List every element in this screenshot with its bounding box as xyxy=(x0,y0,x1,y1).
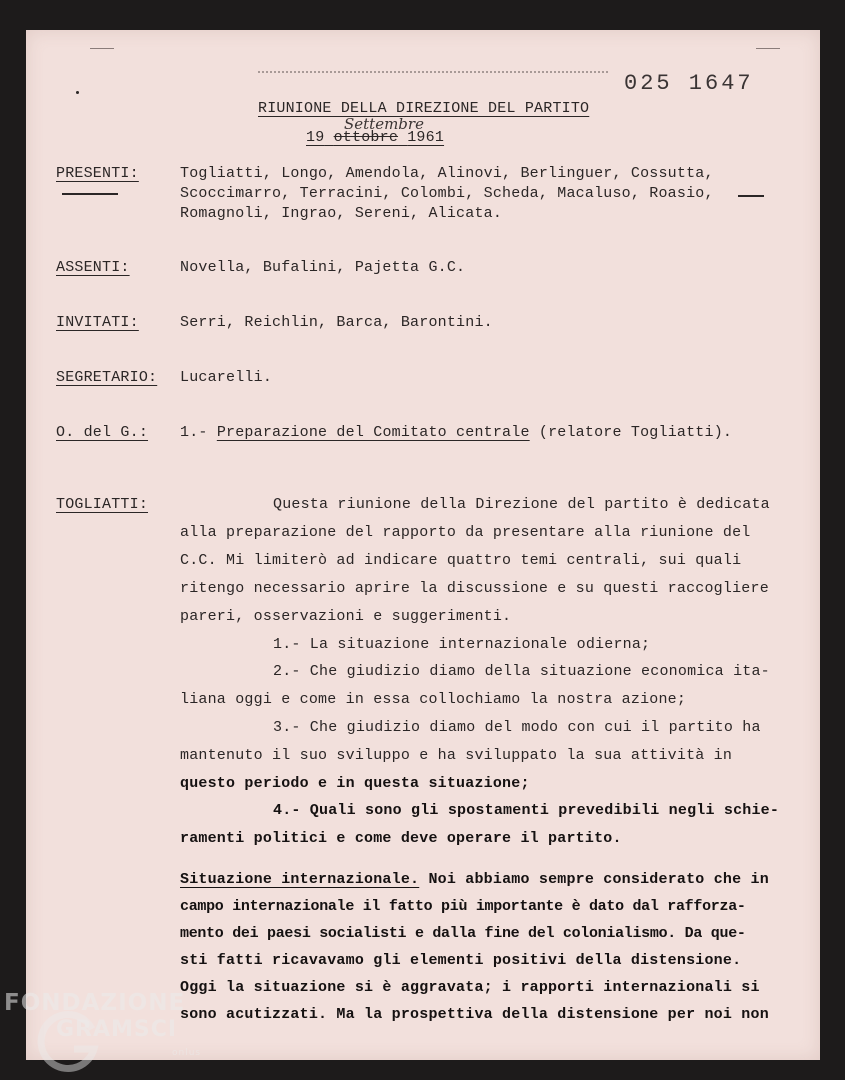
odg-label: O. del G.: xyxy=(56,424,149,441)
togliatti-line-1: Questa riunione della Direzione del partito è dedicata xyxy=(273,496,770,513)
date-day: 19 xyxy=(306,129,325,146)
watermark-line-3: onlus xyxy=(172,1048,202,1058)
internazionale-first-line-rest: Noi abbiamo sempre considerato che in xyxy=(428,871,769,888)
togliatti-line-8: liana oggi e come in essa collochiamo la nostra azione; xyxy=(180,691,687,708)
togliatti-point-2: 2.- Che giudizio diamo della situazione economica ita- xyxy=(273,663,770,680)
togliatti-line-10: mantenuto il suo sviluppo e ha sviluppato la sua attività in xyxy=(180,747,733,764)
internazionale-heading: Situazione internazionale. xyxy=(180,871,420,888)
togliatti-point-4: 4.- Quali sono gli spostamenti prevedibili negli schie- xyxy=(273,802,780,819)
archive-number: 025 1647 xyxy=(624,71,754,96)
handwritten-month: Settembre xyxy=(344,115,424,133)
bullet-dot xyxy=(76,91,79,94)
assenti-label: ASSENTI: xyxy=(56,259,130,276)
date-year: 1961 xyxy=(407,129,445,146)
odg-item xyxy=(180,423,732,443)
invitati-text: Serri, Reichlin, Barca, Barontini. xyxy=(180,314,493,331)
top-left-margin-mark xyxy=(90,48,114,49)
togliatti-label: TOGLIATTI: xyxy=(56,496,149,513)
togliatti-line-11: questo periodo e in questa situazione; xyxy=(180,775,530,792)
meeting-date xyxy=(306,128,444,148)
togliatti-line-13: ramenti politici e come deve operare il partito. xyxy=(180,830,622,847)
togliatti-point-3: 3.- Che giudizio diamo del modo con cui il partito ha xyxy=(273,719,761,736)
document-page xyxy=(26,30,820,1060)
watermark-line-2: GRAMSCI xyxy=(56,1017,178,1042)
segretario-text: Lucarelli. xyxy=(180,369,273,386)
internazionale-line-6: sono acutizzati. Ma la prospettiva della distensione per noi non xyxy=(180,1006,769,1023)
internazionale-line-3: mento dei paesi socialisti e dalla fine del colonialismo. Da que- xyxy=(180,925,746,942)
presenti-line-2: Scoccimarro, Terracini, Colombi, Scheda, Macaluso, Roasio, xyxy=(180,185,714,202)
struck-trailing-mark xyxy=(738,195,764,197)
struck-entry-mark xyxy=(62,193,118,195)
odg-note: (relatore Togliatti). xyxy=(538,424,733,441)
internazionale-first-line xyxy=(180,870,769,890)
invitati-label: INVITATI: xyxy=(56,314,139,331)
internazionale-line-4: sti fatti ricavavamo gli elementi positivi della distensione. xyxy=(180,952,742,969)
page-title: RIUNIONE DELLA DIREZIONE DEL PARTITO xyxy=(258,100,590,117)
togliatti-line-5: pareri, osservazioni e suggerimenti. xyxy=(180,608,512,625)
togliatti-line-4: ritengo necessario aprire la discussione e su questi raccogliere xyxy=(180,580,769,597)
presenti-line-3: Romagnoli, Ingrao, Sereni, Alicata. xyxy=(180,205,503,222)
watermark-line-1: FONDAZIONE xyxy=(4,990,186,1016)
togliatti-line-2: alla preparazione del rapporto da presentare alla riunione del xyxy=(180,524,751,541)
togliatti-line-3: C.C. Mi limiterò ad indicare quattro temi centrali, sui quali xyxy=(180,552,742,569)
presenti-line-1: Togliatti, Longo, Amendola, Alinovi, Berlinguer, Cossutta, xyxy=(180,165,714,182)
date-month-struck: ottobre xyxy=(333,129,399,146)
internazionale-line-5: Oggi la situazione si è aggravata; i rapporti internazionali si xyxy=(180,979,760,996)
presenti-label: PRESENTI: xyxy=(56,165,139,182)
odg-title: Preparazione del Comitato centrale xyxy=(216,424,530,441)
top-right-margin-mark xyxy=(756,48,780,49)
odg-number: 1.- xyxy=(180,424,208,441)
assenti-text: Novella, Bufalini, Pajetta G.C. xyxy=(180,259,466,276)
dotted-header-line xyxy=(258,71,608,73)
internazionale-line-2: campo internazionale il fatto più importante è dato dal rafforza- xyxy=(180,898,746,915)
segretario-label: SEGRETARIO: xyxy=(56,369,158,386)
togliatti-point-1: 1.- La situazione internazionale odierna; xyxy=(273,636,651,653)
